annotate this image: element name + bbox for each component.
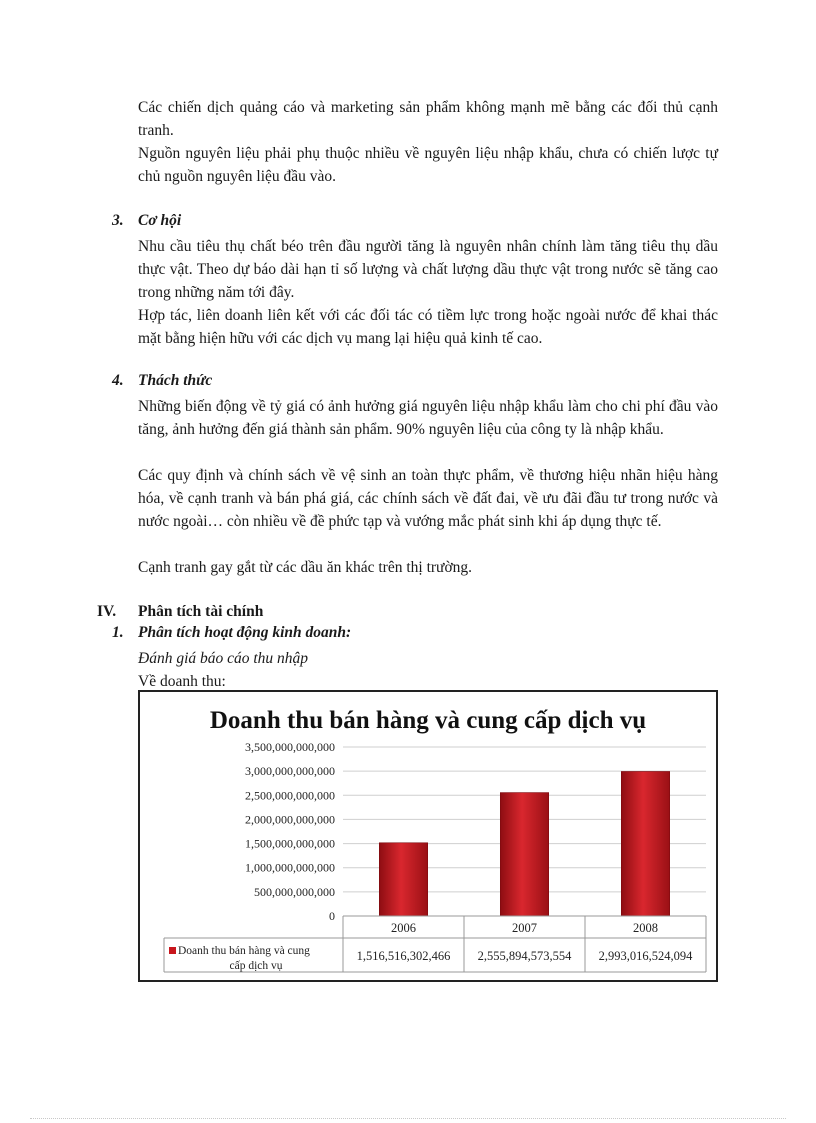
x-category-label: 2006 xyxy=(391,921,416,935)
data-value-label: 2,555,894,573,554 xyxy=(477,949,572,963)
section-number-roman: IV. xyxy=(97,603,117,620)
chart-title: Doanh thu bán hàng và cung cấp dịch vụ xyxy=(209,707,647,734)
legend-label-line1: Doanh thu bán hàng và cung xyxy=(178,945,310,957)
revenue-label: Về doanh thu: xyxy=(138,673,226,690)
section-number: 4. xyxy=(112,372,124,389)
subsection-title: Phân tích hoạt động kinh doanh: xyxy=(138,624,352,641)
data-value-label: 1,516,516,302,466 xyxy=(356,949,451,963)
y-tick-label: 1,000,000,000,000 xyxy=(245,860,335,875)
bar-2007 xyxy=(500,793,548,916)
section-title-challenge: Thách thức xyxy=(138,372,213,389)
section-number: 3. xyxy=(112,212,124,229)
paragraph-opportunity-2: Hợp tác, liên doanh liên kết với các đối tác có tiềm lực trong hoặc ngoài nước để khai thác mặt bằng hiện hữu với các dịch vụ mang lại hiệu quả kinh tế cao. xyxy=(138,307,718,347)
y-tick-label: 2,000,000,000,000 xyxy=(245,812,335,827)
y-tick-label: 3,000,000,000,000 xyxy=(245,764,335,779)
paragraph-marketing: Các chiến dịch quảng cáo và marketing sản phẩm không mạnh mẽ bằng các đối thủ cạnh tranh. xyxy=(138,99,718,139)
data-value-label: 2,993,016,524,094 xyxy=(598,949,693,963)
x-category-label: 2007 xyxy=(512,921,537,935)
revenue-chart xyxy=(138,690,718,982)
revenue-chart-svg xyxy=(140,692,716,980)
x-category-label: 2008 xyxy=(633,921,658,935)
legend-swatch xyxy=(169,947,176,954)
section-title-finance: Phân tích tài chính xyxy=(138,603,264,620)
legend-label-line2: cấp dịch vụ xyxy=(229,960,283,972)
y-tick-label: 3,500,000,000,000 xyxy=(245,740,335,754)
income-statement-label: Đánh giá báo cáo thu nhập xyxy=(138,650,309,667)
subsection-number: 1. xyxy=(112,624,124,641)
paragraph-challenge-1: Những biến động về tỷ giá có ảnh hưởng giá nguyên liệu nhập khẩu làm cho chi phí đầu vào tăng, ảnh hưởng đến giá thành sản phẩm. 90% nguyên liệu của công ty là nhập khẩu. xyxy=(138,398,718,438)
paragraph-materials: Nguồn nguyên liệu phải phụ thuộc nhiều về nguyên liệu nhập khẩu, chưa có chiến lược tự chủ nguồn nguyên liệu đầu vào. xyxy=(138,145,718,185)
y-tick-label: 500,000,000,000 xyxy=(254,884,335,899)
paragraph-challenge-2: Các quy định và chính sách về vệ sinh an toàn thực phẩm, về thương hiệu nhãn hiệu hàng hóa, về cạnh tranh và bán phá giá, các chính sách về đất đai, về ưu đãi đầu tư trong nước và nước ngoài… còn nhiều về đề phức tạp và vướng mắc phát sinh khi áp dụng thực tế. xyxy=(138,467,718,530)
page-bottom-divider xyxy=(30,1118,786,1119)
y-tick-label: 2,500,000,000,000 xyxy=(245,788,335,803)
section-title-opportunity: Cơ hội xyxy=(138,212,182,229)
bar-2008 xyxy=(621,771,669,916)
y-tick-label: 0 xyxy=(329,909,335,923)
paragraph-opportunity-1: Nhu cầu tiêu thụ chất béo trên đầu người tăng là nguyên nhân chính làm tăng tiêu thụ dầu thực vật. Theo dự báo dài hạn tỉ số lượng và chất lượng dầu thực vật trong nước sẽ tăng cao trong những năm tới đây. xyxy=(138,238,718,301)
y-tick-label: 1,500,000,000,000 xyxy=(245,836,335,851)
bar-2006 xyxy=(379,843,427,916)
paragraph-challenge-3: Cạnh tranh gay gắt từ các dầu ăn khác trên thị trường. xyxy=(138,559,473,576)
